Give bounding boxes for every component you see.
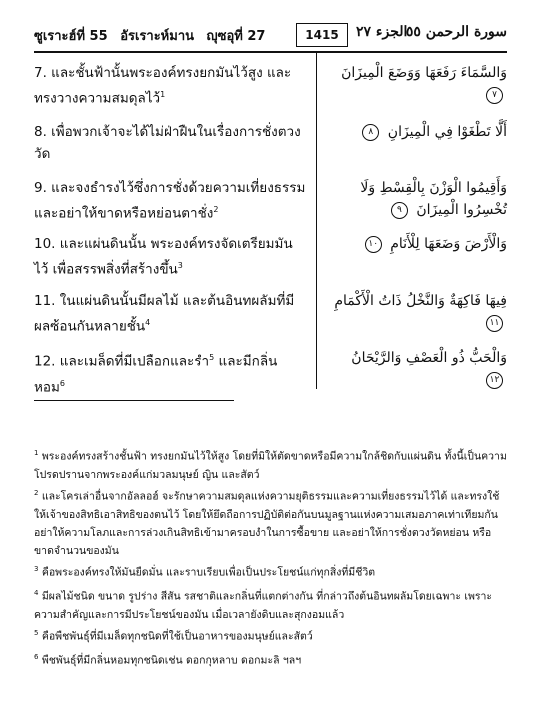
footnote-number: 4 xyxy=(34,589,39,597)
header-rule xyxy=(34,51,507,53)
footnote-number: 3 xyxy=(34,565,39,573)
footnote-number: 2 xyxy=(34,489,39,497)
footnote-2 xyxy=(34,484,507,560)
footnote-ref: 3 xyxy=(177,261,183,270)
verse-translation: 12. และเมล็ดที่มีเปลือกและรำ$^5$ และมีกลิ่นหอม$^6$ xyxy=(34,353,278,395)
verse-translation: 10. และแผ่นดินนั้น พระองค์ทรงจัดเตรียมมันไว้ เพื่อสรรพสิ่งที่สร้างขึ้น$^3$ xyxy=(34,236,293,278)
verse-number: ١٠ xyxy=(365,236,382,253)
verse-arabic: أَلَّا تَطْغَوْا فِي الْمِيزَانِ ٨ xyxy=(327,121,507,143)
verse-translation: 8. เพื่อพวกเจ้าจะได้ไม่ฝ่าฝืนในเรื่องการชั่งตวงวัด xyxy=(34,124,301,162)
footnote-4 xyxy=(34,584,507,624)
footnote-number: 6 xyxy=(34,653,39,661)
surah-name-arabic: سورة الرحمن ٥٥ xyxy=(405,24,507,40)
verse-arabic: وَالْحَبُّ ذُو الْعَصْفِ وَالرَّيْحَانُ ١٢ xyxy=(327,347,507,391)
page-number: 1415 xyxy=(296,23,348,47)
verse-number: ١١ xyxy=(486,315,503,332)
footnote-text: พระองค์ทรงสร้างชั้นฟ้า ทรงยกมันไว้ให้สูง โดยที่มิให้ตัดขาดหรือมีความใกล้ชิดกับแผ่นดิน ทั้งนี้เป็นความโปรดปรานจากพระองค์แก่มวลมนุษย์ ญิน และสัตว์ xyxy=(34,450,507,481)
footnote-5 xyxy=(34,624,507,646)
footnote-ref: 2 xyxy=(213,205,219,214)
verse-arabic: فِيهَا فَاكِهَةٌ وَالنَّخْلُ ذَاتُ الْأَكْمَامِ ١١ xyxy=(327,290,507,334)
verse-number: ٩ xyxy=(391,202,408,219)
verse-arabic: وَأَقِيمُوا الْوَزْنَ بِالْقِسْطِ وَلَا تُخْسِرُوا الْمِيزَانَ ٩ xyxy=(360,180,507,218)
column-divider xyxy=(316,53,317,389)
verse-translation: 11. ในแผ่นดินนั้นมีผลไม้ และต้นอินทผลัมที่มีผลซ้อนกันหลายชั้น$^4$ xyxy=(34,293,295,335)
footnote-number: 1 xyxy=(34,449,39,457)
footnote-text: มีผลไม้ชนิด ขนาด รูปร่าง สีสัน รสชาติและกลิ่นที่แตกต่างกัน ที่กล่าวถึงต้นอินทผลัมโดยเฉพาะ เพราะความสำคัญและการมีประโยชน์ของมัน เมื่อเวลายังดิบและสุกงอมแล้ว xyxy=(34,590,493,621)
juz-thai: ญุซอุที่ 27 xyxy=(206,29,266,44)
verse-translation: 7. และชั้นฟ้านั้นพระองค์ทรงยกมันไว้สูง และทรงวางความสมดุลไว้$^1$ xyxy=(34,65,292,107)
page-header xyxy=(34,22,507,48)
footnote-1 xyxy=(34,444,507,484)
footnote-ref: 1 xyxy=(160,90,166,99)
footnote-3 xyxy=(34,560,507,582)
footnote-text: พืชพันธุ์ที่มีกลิ่นหอมทุกชนิดเช่น ดอกกุหลาบ ดอกมะลิ ฯลฯ xyxy=(41,654,302,667)
footnote-ref: 4 xyxy=(145,318,151,327)
footnote-number: 5 xyxy=(34,629,39,637)
verse-number: ١٢ xyxy=(486,372,503,389)
footnote-6 xyxy=(34,648,507,670)
verse-number: ٨ xyxy=(362,124,379,141)
footnote-text: คือพระองค์ทรงให้มันยืดมั่น และราบเรียบเพื่อเป็นประโยชน์แก่ทุกสิ่งที่มีชีวิต xyxy=(41,566,376,579)
footnote-ref: 6 xyxy=(59,378,65,388)
verse-translation: 9. และจงธำรงไว้ซึ่งการชั่งด้วยความเที่ยงธรรม และอย่าให้ขาดหรือหย่อนตาชั่ง$^2$ xyxy=(34,180,306,222)
surah-number-thai: ซูเราะฮ์ที่ 55 xyxy=(34,29,108,44)
footnote-text: คือพืชพันธุ์ที่มีเมล็ดทุกชนิดที่ใช้เป็นอาหารของมนุษย์และสัตว์ xyxy=(41,630,313,643)
verse-arabic: وَالْأَرْضَ وَضَعَهَا لِلْأَنَامِ ١٠ xyxy=(327,233,507,255)
footnote-text: และโครเล่าอื่นจากอัลลอฮ์ จะรักษาความสมดุลแห่งความยุติธรรมและความเที่ยงธรรมไว้ได้ และทรงใช้ให้เจ้าของสิทธิเอาสิทธิของตนไว้ โดยให้ยึดถือการปฏิบัติต่อกันบนมูลฐานแห่งความเสมอภาคเท่าเทียมกัน อย่าให้ความโลภและการล่วงเกินสิทธิเข้ามาครอบงำในการซื้อขาย และอย่าให้การชั่งตวงวัดหย่อน หรือขาดจำนวนของมัน xyxy=(34,490,500,557)
verse-number: ٧ xyxy=(486,87,503,104)
footnote-ref: 5 xyxy=(209,353,215,362)
footnote-rule xyxy=(34,400,234,401)
juz-arabic: الجزء ٢٧ xyxy=(356,24,408,40)
verse-arabic: وَالسَّمَاءَ رَفَعَهَا وَوَضَعَ الْمِيزَانَ ٧ xyxy=(327,62,507,106)
header-thai-info xyxy=(34,25,273,46)
surah-name-thai: อัรเราะห์มาน xyxy=(120,29,195,44)
